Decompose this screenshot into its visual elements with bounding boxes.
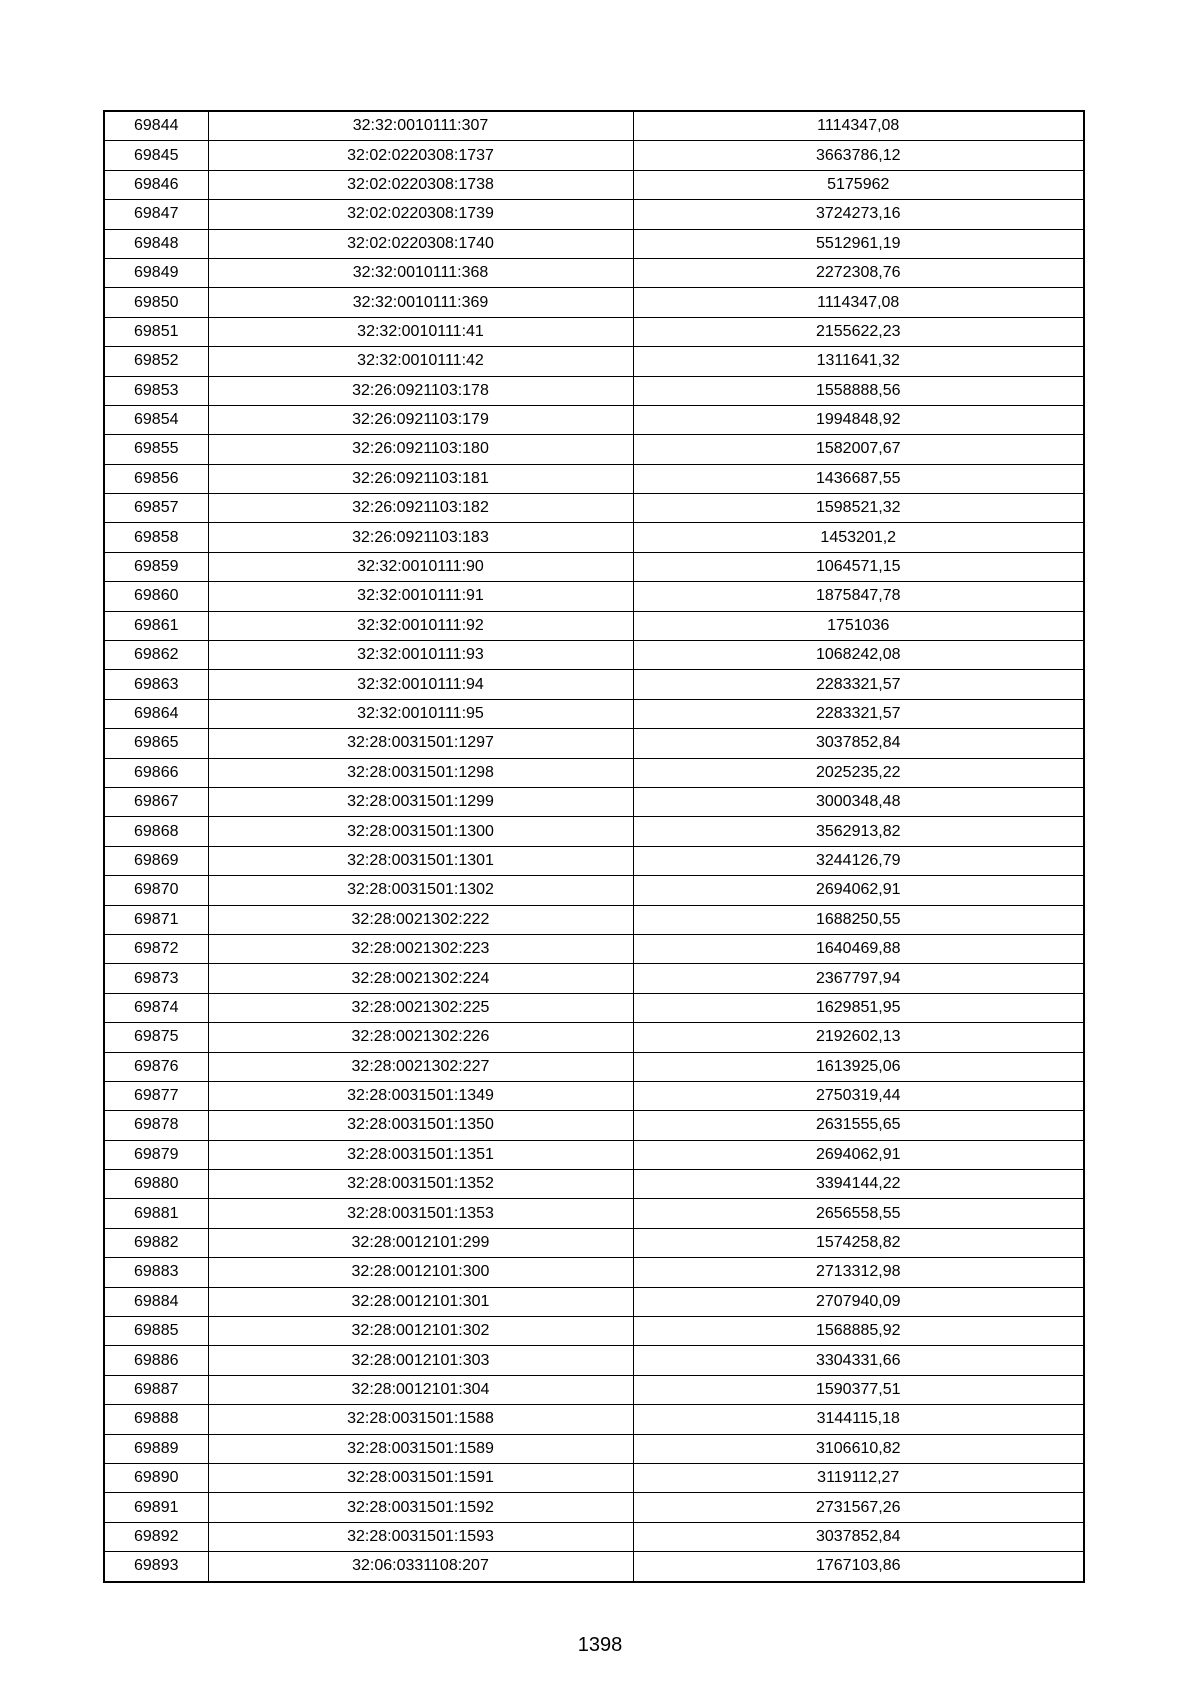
cadastral-number-cell: 32:28:0031501:1593 — [208, 1522, 633, 1551]
row-number-cell: 69883 — [104, 1258, 208, 1287]
table-row — [104, 1287, 1084, 1316]
cadastral-number-cell: 32:28:0031501:1591 — [208, 1463, 633, 1492]
table-row — [104, 376, 1084, 405]
table-row — [104, 846, 1084, 875]
cadastral-number-cell: 32:28:0031501:1300 — [208, 817, 633, 846]
row-number-cell: 69861 — [104, 611, 208, 640]
value-cell: 2283321,57 — [633, 670, 1084, 699]
row-number-cell: 69862 — [104, 641, 208, 670]
value-cell: 1114347,08 — [633, 111, 1084, 141]
table-row — [104, 1081, 1084, 1110]
table-row — [104, 1170, 1084, 1199]
cadastral-number-cell: 32:28:0012101:304 — [208, 1375, 633, 1404]
row-number-cell: 69887 — [104, 1375, 208, 1404]
table-row — [104, 1405, 1084, 1434]
value-cell: 2731567,26 — [633, 1493, 1084, 1522]
table-row — [104, 699, 1084, 728]
row-number-cell: 69845 — [104, 141, 208, 170]
table-row — [104, 934, 1084, 963]
cadastral-number-cell: 32:28:0031501:1301 — [208, 846, 633, 875]
table-row — [104, 141, 1084, 170]
cadastral-number-cell: 32:06:0331108:207 — [208, 1552, 633, 1582]
cadastral-number-cell: 32:26:0921103:178 — [208, 376, 633, 405]
cadastral-number-cell: 32:28:0031501:1297 — [208, 729, 633, 758]
table-row — [104, 1493, 1084, 1522]
value-cell: 1114347,08 — [633, 288, 1084, 317]
cadastral-number-cell: 32:28:0031501:1588 — [208, 1405, 633, 1434]
row-number-cell: 69886 — [104, 1346, 208, 1375]
table-row — [104, 405, 1084, 434]
cadastral-number-cell: 32:28:0012101:302 — [208, 1317, 633, 1346]
value-cell: 1598521,32 — [633, 494, 1084, 523]
table-row — [104, 552, 1084, 581]
table-row — [104, 1228, 1084, 1257]
row-number-cell: 69877 — [104, 1081, 208, 1110]
row-number-cell: 69857 — [104, 494, 208, 523]
row-number-cell: 69879 — [104, 1140, 208, 1169]
row-number-cell: 69876 — [104, 1052, 208, 1081]
table-row — [104, 1317, 1084, 1346]
value-cell: 1068242,08 — [633, 641, 1084, 670]
cadastral-number-cell: 32:32:0010111:307 — [208, 111, 633, 141]
value-cell: 2707940,09 — [633, 1287, 1084, 1316]
value-cell: 5512961,19 — [633, 229, 1084, 258]
cadastral-number-cell: 32:28:0031501:1349 — [208, 1081, 633, 1110]
row-number-cell: 69855 — [104, 435, 208, 464]
value-cell: 2694062,91 — [633, 1140, 1084, 1169]
cadastral-number-cell: 32:02:0220308:1740 — [208, 229, 633, 258]
cadastral-number-cell: 32:28:0031501:1298 — [208, 758, 633, 787]
value-cell: 2656558,55 — [633, 1199, 1084, 1228]
row-number-cell: 69890 — [104, 1463, 208, 1492]
value-cell: 2192602,13 — [633, 1023, 1084, 1052]
cadastral-number-cell: 32:26:0921103:180 — [208, 435, 633, 464]
cadastral-number-cell: 32:32:0010111:41 — [208, 317, 633, 346]
value-cell: 1064571,15 — [633, 552, 1084, 581]
value-cell: 2025235,22 — [633, 758, 1084, 787]
table-row — [104, 464, 1084, 493]
cadastral-number-cell: 32:28:0031501:1350 — [208, 1111, 633, 1140]
table-body — [104, 111, 1084, 1582]
table-row — [104, 1199, 1084, 1228]
table-row — [104, 641, 1084, 670]
row-number-cell: 69863 — [104, 670, 208, 699]
table-row — [104, 1552, 1084, 1582]
row-number-cell: 69870 — [104, 876, 208, 905]
row-number-cell: 69871 — [104, 905, 208, 934]
table-row — [104, 1258, 1084, 1287]
row-number-cell: 69854 — [104, 405, 208, 434]
row-number-cell: 69884 — [104, 1287, 208, 1316]
table-row — [104, 258, 1084, 287]
table-row — [104, 170, 1084, 199]
cadastral-number-cell: 32:28:0031501:1302 — [208, 876, 633, 905]
value-cell: 1453201,2 — [633, 523, 1084, 552]
table-row — [104, 200, 1084, 229]
cadastral-number-cell: 32:28:0021302:222 — [208, 905, 633, 934]
value-cell: 1629851,95 — [633, 993, 1084, 1022]
cadastral-number-cell: 32:02:0220308:1737 — [208, 141, 633, 170]
cadastral-number-cell: 32:28:0021302:227 — [208, 1052, 633, 1081]
cadastral-number-cell: 32:28:0012101:303 — [208, 1346, 633, 1375]
cadastral-number-cell: 32:28:0012101:299 — [208, 1228, 633, 1257]
value-cell: 2155622,23 — [633, 317, 1084, 346]
cadastral-number-cell: 32:28:0031501:1352 — [208, 1170, 633, 1199]
cadastral-number-cell: 32:28:0031501:1592 — [208, 1493, 633, 1522]
value-cell: 2367797,94 — [633, 964, 1084, 993]
value-cell: 1767103,86 — [633, 1552, 1084, 1582]
page-number: 1398 — [577, 1634, 623, 1656]
cadastral-number-cell: 32:28:0031501:1353 — [208, 1199, 633, 1228]
cadastral-number-cell: 32:28:0031501:1589 — [208, 1434, 633, 1463]
table-row — [104, 817, 1084, 846]
table-row — [104, 993, 1084, 1022]
cadastral-number-cell: 32:28:0021302:223 — [208, 934, 633, 963]
value-cell: 3119112,27 — [633, 1463, 1084, 1492]
table-row — [104, 288, 1084, 317]
row-number-cell: 69847 — [104, 200, 208, 229]
table-row — [104, 111, 1084, 141]
value-cell: 1751036 — [633, 611, 1084, 640]
value-cell: 3394144,22 — [633, 1170, 1084, 1199]
table-row — [104, 582, 1084, 611]
value-cell: 3304331,66 — [633, 1346, 1084, 1375]
table-row — [104, 876, 1084, 905]
row-number-cell: 69868 — [104, 817, 208, 846]
value-cell: 2631555,65 — [633, 1111, 1084, 1140]
value-cell: 3562913,82 — [633, 817, 1084, 846]
row-number-cell: 69852 — [104, 347, 208, 376]
table-row — [104, 670, 1084, 699]
value-cell: 3000348,48 — [633, 787, 1084, 816]
cadastral-number-cell: 32:32:0010111:93 — [208, 641, 633, 670]
cadastral-number-cell: 32:32:0010111:92 — [208, 611, 633, 640]
cadastral-number-cell: 32:32:0010111:91 — [208, 582, 633, 611]
value-cell: 3037852,84 — [633, 1522, 1084, 1551]
table-row — [104, 229, 1084, 258]
cadastral-number-cell: 32:32:0010111:368 — [208, 258, 633, 287]
cadastral-number-cell: 32:32:0010111:369 — [208, 288, 633, 317]
row-number-cell: 69873 — [104, 964, 208, 993]
row-number-cell: 69867 — [104, 787, 208, 816]
cadastral-number-cell: 32:26:0921103:179 — [208, 405, 633, 434]
table-row — [104, 347, 1084, 376]
table-row — [104, 1463, 1084, 1492]
row-number-cell: 69875 — [104, 1023, 208, 1052]
row-number-cell: 69880 — [104, 1170, 208, 1199]
table-row — [104, 1140, 1084, 1169]
row-number-cell: 69848 — [104, 229, 208, 258]
table-row — [104, 1023, 1084, 1052]
row-number-cell: 69846 — [104, 170, 208, 199]
value-cell: 3037852,84 — [633, 729, 1084, 758]
table-row — [104, 787, 1084, 816]
row-number-cell: 69885 — [104, 1317, 208, 1346]
value-cell: 3244126,79 — [633, 846, 1084, 875]
cadastral-number-cell: 32:02:0220308:1739 — [208, 200, 633, 229]
row-number-cell: 69850 — [104, 288, 208, 317]
row-number-cell: 69860 — [104, 582, 208, 611]
table-row — [104, 611, 1084, 640]
table-row — [104, 729, 1084, 758]
value-cell: 2272308,76 — [633, 258, 1084, 287]
row-number-cell: 69882 — [104, 1228, 208, 1257]
row-number-cell: 69891 — [104, 1493, 208, 1522]
row-number-cell: 69889 — [104, 1434, 208, 1463]
row-number-cell: 69869 — [104, 846, 208, 875]
data-table — [103, 110, 1085, 1583]
table-row — [104, 317, 1084, 346]
value-cell: 1688250,55 — [633, 905, 1084, 934]
value-cell: 1582007,67 — [633, 435, 1084, 464]
row-number-cell: 69853 — [104, 376, 208, 405]
row-number-cell: 69856 — [104, 464, 208, 493]
row-number-cell: 69865 — [104, 729, 208, 758]
value-cell: 1574258,82 — [633, 1228, 1084, 1257]
cadastral-number-cell: 32:28:0031501:1299 — [208, 787, 633, 816]
cadastral-number-cell: 32:28:0021302:225 — [208, 993, 633, 1022]
cadastral-number-cell: 32:28:0021302:224 — [208, 964, 633, 993]
value-cell: 3663786,12 — [633, 141, 1084, 170]
table-row — [104, 523, 1084, 552]
value-cell: 1436687,55 — [633, 464, 1084, 493]
value-cell: 1311641,32 — [633, 347, 1084, 376]
value-cell: 1640469,88 — [633, 934, 1084, 963]
value-cell: 1590377,51 — [633, 1375, 1084, 1404]
row-number-cell: 69858 — [104, 523, 208, 552]
value-cell: 2750319,44 — [633, 1081, 1084, 1110]
value-cell: 2713312,98 — [633, 1258, 1084, 1287]
value-cell: 1994848,92 — [633, 405, 1084, 434]
row-number-cell: 69878 — [104, 1111, 208, 1140]
table-row — [104, 435, 1084, 464]
table-row — [104, 1522, 1084, 1551]
table-row — [104, 494, 1084, 523]
cadastral-number-cell: 32:32:0010111:94 — [208, 670, 633, 699]
table-row — [104, 758, 1084, 787]
cadastral-number-cell: 32:32:0010111:95 — [208, 699, 633, 728]
row-number-cell: 69893 — [104, 1552, 208, 1582]
value-cell: 1875847,78 — [633, 582, 1084, 611]
row-number-cell: 69872 — [104, 934, 208, 963]
value-cell: 2283321,57 — [633, 699, 1084, 728]
row-number-cell: 69844 — [104, 111, 208, 141]
table-row — [104, 905, 1084, 934]
value-cell: 3106610,82 — [633, 1434, 1084, 1463]
row-number-cell: 69849 — [104, 258, 208, 287]
cadastral-number-cell: 32:28:0012101:301 — [208, 1287, 633, 1316]
value-cell: 5175962 — [633, 170, 1084, 199]
value-cell: 2694062,91 — [633, 876, 1084, 905]
value-cell: 1613925,06 — [633, 1052, 1084, 1081]
value-cell: 1568885,92 — [633, 1317, 1084, 1346]
cadastral-number-cell: 32:28:0021302:226 — [208, 1023, 633, 1052]
cadastral-number-cell: 32:26:0921103:181 — [208, 464, 633, 493]
row-number-cell: 69892 — [104, 1522, 208, 1551]
value-cell: 3144115,18 — [633, 1405, 1084, 1434]
value-cell: 3724273,16 — [633, 200, 1084, 229]
cadastral-number-cell: 32:26:0921103:183 — [208, 523, 633, 552]
cadastral-number-cell: 32:32:0010111:42 — [208, 347, 633, 376]
table-row — [104, 1052, 1084, 1081]
table-row — [104, 1434, 1084, 1463]
cadastral-number-cell: 32:32:0010111:90 — [208, 552, 633, 581]
row-number-cell: 69874 — [104, 993, 208, 1022]
cadastral-number-cell: 32:28:0012101:300 — [208, 1258, 633, 1287]
row-number-cell: 69864 — [104, 699, 208, 728]
cadastral-number-cell: 32:26:0921103:182 — [208, 494, 633, 523]
cadastral-number-cell: 32:28:0031501:1351 — [208, 1140, 633, 1169]
row-number-cell: 69881 — [104, 1199, 208, 1228]
row-number-cell: 69851 — [104, 317, 208, 346]
table-row — [104, 1111, 1084, 1140]
row-number-cell: 69866 — [104, 758, 208, 787]
table-row — [104, 1375, 1084, 1404]
cadastral-number-cell: 32:02:0220308:1738 — [208, 170, 633, 199]
table-row — [104, 964, 1084, 993]
row-number-cell: 69888 — [104, 1405, 208, 1434]
row-number-cell: 69859 — [104, 552, 208, 581]
table-row — [104, 1346, 1084, 1375]
value-cell: 1558888,56 — [633, 376, 1084, 405]
